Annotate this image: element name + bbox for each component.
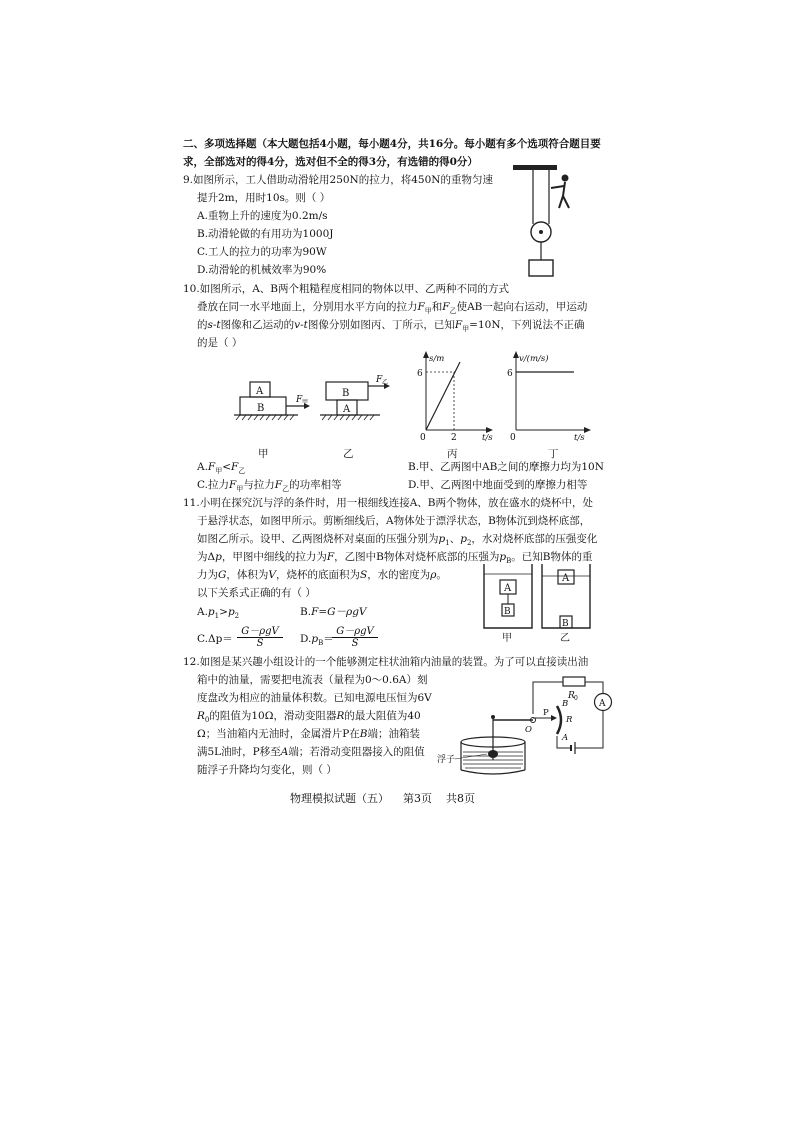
slider-tip [551,715,557,721]
q10-graph-bing [408,350,498,442]
q9-option-a: A.重物上升的速度为0.2m/s [197,210,328,222]
float-label: 浮子 [437,755,456,765]
r0-sub: 0 [574,695,578,702]
q10-stem-line-4: 的是（ ） [197,337,243,349]
q10-figure-yi [318,370,398,438]
q9-option-b: B.动滑轮做的有用功为1000J [197,228,334,240]
x-axis-arrow [584,427,591,433]
q9-option-d: D.动滑轮的机械效率为90% [197,264,327,276]
force-label-yi: F [376,375,383,385]
q11-stem-line-4: 为Δp，甲图中细线的拉力为F，乙图中B物体对烧杯底部的压强为$p_B$。已知B物体的重 [197,551,593,566]
ground-hatch [236,415,294,420]
caption-jia: 甲 [258,448,269,460]
q11-stem-line-6: 以下关系式正确的有（ ） [197,587,316,599]
q10-stem-line-1: 10.如图所示，A、B两个粗糙程度相同的物体以甲、乙两种不同的方式 [183,283,509,295]
q10-figure-jia [232,378,322,438]
q10-option-c: C.拉力$F_甲$与拉力$F_乙$的功率相等 [197,479,342,494]
wire-right-bottom [575,711,603,748]
q9-stem-line-1: 9.如图所示，工人借助动滑轮用250N的拉力，将450N的重物匀速 [183,174,493,186]
fraction-numerator: G－ρgV [336,626,374,637]
x-tick-label: 2 [451,433,457,442]
float-pointer [455,754,487,759]
y-tick-label: 6 [507,369,513,379]
q10-graph-ding [502,350,602,442]
ammeter-label: A [599,699,606,709]
block-b-label: B [562,619,569,629]
caption-yi: 乙 [343,448,354,460]
caption-yi: 乙 [560,633,570,644]
rod-top [491,715,495,719]
origin-label: 0 [420,433,426,442]
q12-stem-line-7: 随浮子升降均匀变化，则（ ） [197,764,337,776]
weight-block [529,260,553,276]
beaker-jia [484,564,532,628]
q10-option-b: B.甲、乙两图中AB之间的摩擦力均为10N [408,461,604,473]
resistor-r0 [563,677,585,686]
q10-stem-line-2: 叠放在同一水平地面上，分别用水平方向的拉力$F_甲$和$F_乙$使AB一起向右运动，甲运动 [197,301,588,316]
y-axis-label: s/m [429,354,445,364]
wire-top-right [585,682,603,693]
force-sub-yi: 乙 [382,379,389,386]
block-a-label: A [562,573,570,584]
resistor-r-label: R [566,715,573,725]
y-tick-label: 6 [417,369,423,379]
y-axis-label: v/(m/s) [519,354,549,364]
q12-stem-line-4: $R_0$的阻值为10Ω，滑动变阻器R的最大阻值为40 [197,710,421,725]
q12-stem-line-5: Ω；当油箱内无油时，金属滑片P在B端；油箱装 [197,728,420,740]
variable-resistor [557,706,561,734]
slider-p-label: P [543,708,549,718]
float-ball [488,750,498,758]
q11-beaker-figure [478,562,598,644]
q11-stem-line-1: 11.小明在探究沉与浮的条件时，用一根细线连接A、B两个物体，放在盛水的烧杯中，处 [183,497,593,509]
block-b-label: B [257,403,265,414]
q11-stem-line-3: 如图乙所示。设甲、乙两图烧杯对桌面的压强分别为$p_1$、$p_2$，水对烧杯底部的压强变化 [197,533,598,548]
tank-bottom [461,770,525,774]
block-a-label: A [256,386,264,397]
x-axis-label: t/s [482,433,493,442]
q12-stem-line-3: 度盘改为相应的油量体积数。已知电源电压恒为6V [197,692,432,704]
caption-ding: 丁 [548,448,559,460]
q11-option-b: B.F=G－ρgV [300,606,367,618]
ceiling-beam [513,165,557,170]
block-b-label: B [342,388,350,399]
caption-jia: 甲 [502,633,512,644]
q12-stem-line-2: 箱中的油量，需要把电流表（量程为0～0.6A）刻 [197,674,428,686]
q10-stem-line-3: 的s-t图像和乙运动的v-t图像分别如图丙、丁所示，已知$F_甲=10N$，下列说法不正确 [197,319,585,334]
q9-pulley-figure [505,162,595,292]
q11-stem-line-2: 于悬浮状态，如图甲所示。剪断细线后，A物体处于漂浮状态，B物体沉到烧杯底部， [197,515,591,527]
x-axis-label: t/s [574,433,585,442]
terminal-a-label: A [562,733,569,743]
force-sub-jia: 甲 [302,399,309,406]
fraction-numerator: G－ρgV [241,626,279,637]
q12-stem-line-6: 满5L油时，P移至A端；若滑动变阻器接入的阻值 [197,746,425,758]
fraction-denominator: S [256,638,264,649]
pulley-axle [539,230,543,234]
terminal-b-label: B [562,699,569,709]
block-a-label: A [504,583,512,594]
block-b-label: B [504,607,511,617]
block-a-label: A [343,404,351,415]
q12-stem-line-1: 12.如图是某兴趣小组设计的一个能够测定柱状油箱内油量的装置。为了可以直接读出油 [183,656,589,668]
q12-oil-tank-circuit [435,670,615,780]
ground-hatch [322,415,374,420]
pivot-o-label: O [525,725,532,735]
option-d-prefix: $D.p_B=$ [300,633,334,648]
q9-option-c: C.工人的拉力的功率为90W [197,246,327,258]
section-heading-line-2: 求，全部选对的得4分，选对但不全的得3分，有选错的得0分） [183,156,478,168]
q9-stem-line-2: 提升2m，用时10s。则（ ） [197,192,331,204]
q11-option-a: $A.p_1>p_2$ [197,606,240,621]
q10-option-d: D.甲、乙两图中地面受到的摩擦力相等 [408,479,588,491]
section-heading-line-1: 二、多项选择题（本大题包括4小题，每小题4分，共16分。每小题有多个选项符合题目要 [183,138,601,150]
worker-figure [551,175,569,209]
r0-label: R [568,691,575,701]
page-footer: 物理模拟试题（五） 第3页 共8页 [290,792,475,805]
beaker-yi [542,564,590,629]
q11-stem-line-5: 力为G，体积为V，烧杯的底面积为S，水的密度为ρ。 [197,569,447,581]
q10-option-a: $A.F_甲<F_乙$ [197,461,246,476]
origin-label: 0 [510,433,516,442]
caption-bing: 丙 [447,448,458,460]
force-label-jia: F [296,395,303,405]
option-c-prefix: C.Δp＝ [197,633,233,645]
fraction-denominator: S [351,638,359,649]
